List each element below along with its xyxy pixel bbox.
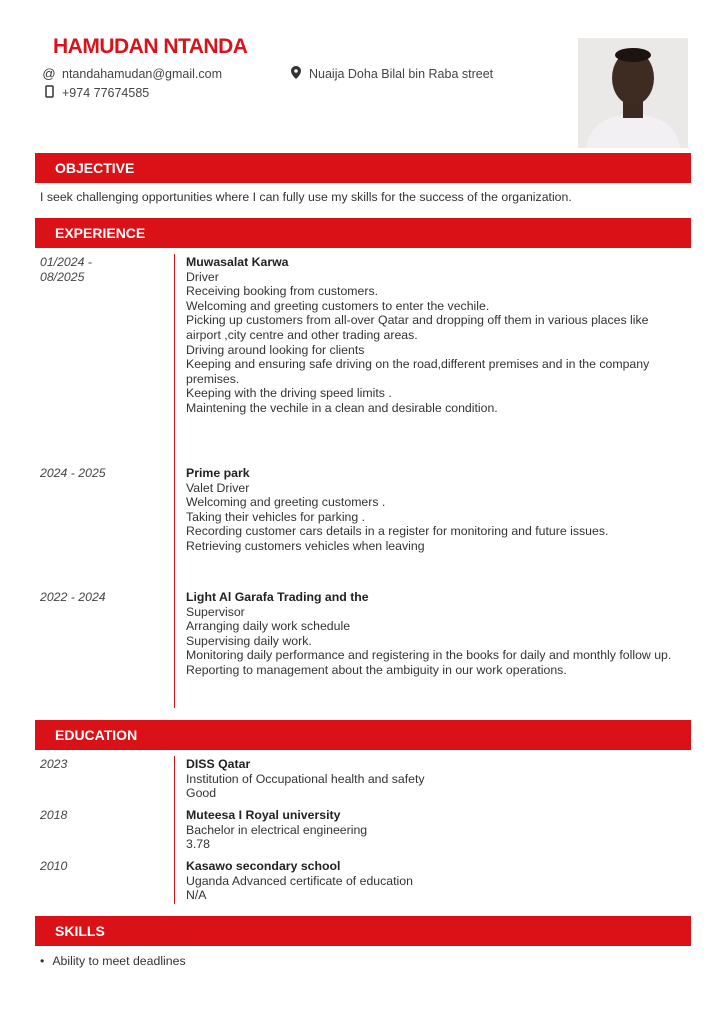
candidate-name: HAMUDAN NTANDA xyxy=(53,35,248,58)
entry-line: Receiving booking from customers. xyxy=(186,284,379,299)
entry-line: Good xyxy=(186,786,217,801)
entry-date: 01/2024 - 08/2025 xyxy=(40,255,92,284)
profile-photo xyxy=(578,38,688,148)
objective-text: I seek challenging opportunities where I can fully use my skills for the success of the organization. xyxy=(40,190,572,204)
entry-line: Uganda Advanced certificate of education xyxy=(186,873,413,888)
entry-line: Taking their vehicles for parking . xyxy=(186,509,366,524)
entry-line: Bachelor in electrical engineering xyxy=(186,822,368,837)
entry-line: Retrieving customers vehicles when leaving xyxy=(186,538,425,553)
skills-heading: SKILLS xyxy=(35,916,691,946)
bullet-icon: • xyxy=(40,954,45,968)
phone-text: +974 77674585 xyxy=(62,86,150,100)
entry-line: Recording customer cars details in a register for monitoring and future issues. xyxy=(186,524,609,539)
location-pin-icon xyxy=(289,66,303,82)
entry-line: Welcoming and greeting customers to enter the vechile. xyxy=(186,298,490,313)
entry-school: Kasawo secondary school xyxy=(186,859,341,873)
address-text: Nuaija Doha Bilal bin Raba street xyxy=(309,67,494,81)
education-divider xyxy=(174,756,175,904)
entry-school: DISS Qatar xyxy=(186,757,251,771)
entry-date: 2023 xyxy=(40,757,68,771)
entry-line: Welcoming and greeting customers . xyxy=(186,495,386,510)
entry-date: 2022 - 2024 xyxy=(40,590,106,604)
entry-line: Supervising daily work. xyxy=(186,633,312,648)
entry-line: Monitoring daily performance and registering in the books for daily and monthly follow up. xyxy=(186,648,672,663)
education-heading: EDUCATION xyxy=(35,720,691,750)
entry-company: Light Al Garafa Trading and the xyxy=(186,590,369,604)
entry-line: Keeping with the driving speed limits . xyxy=(186,386,392,401)
entry-company: Muwasalat Karwa xyxy=(186,255,289,269)
experience-heading: EXPERIENCE xyxy=(35,218,691,248)
entry-line: Arranging daily work schedule xyxy=(186,619,351,634)
entry-line: 3.78 xyxy=(186,837,210,852)
objective-heading: OBJECTIVE xyxy=(35,153,691,183)
skill-text: Ability to meet deadlines xyxy=(52,954,186,968)
mobile-phone-icon xyxy=(42,85,56,101)
at-icon: @ xyxy=(42,66,56,81)
entry-line: Valet Driver xyxy=(186,480,250,495)
skill-item xyxy=(40,954,186,968)
phone-contact xyxy=(42,85,149,101)
entry-line: N/A xyxy=(186,888,207,903)
entry-line: Driver xyxy=(186,269,219,284)
entry-line: Driving around looking for clients xyxy=(186,342,365,357)
email-text: ntandahamudan@gmail.com xyxy=(62,66,223,81)
address-contact xyxy=(289,66,493,82)
entry-line: Reporting to management about the ambiguity in our work operations. xyxy=(186,662,567,677)
entry-line: Keeping and ensuring safe driving on the road,different premises and in the company premises. xyxy=(186,357,650,386)
experience-divider xyxy=(174,254,175,708)
entry-date: 2010 xyxy=(40,859,68,873)
entry-line: Maintening the vechile in a clean and desirable condition. xyxy=(186,400,498,415)
email-contact xyxy=(42,66,222,81)
entry-line: Picking up customers from all-over Qatar and dropping off them in various places like airport ,city centre and other trading areas. xyxy=(186,313,649,342)
entry-company: Prime park xyxy=(186,466,250,480)
entry-date: 2018 xyxy=(40,808,68,822)
entry-date: 2024 - 2025 xyxy=(40,466,106,480)
entry-line: Supervisor xyxy=(186,604,245,619)
entry-line: Institution of Occupational health and safety xyxy=(186,771,425,786)
entry-school: Muteesa I Royal university xyxy=(186,808,341,822)
